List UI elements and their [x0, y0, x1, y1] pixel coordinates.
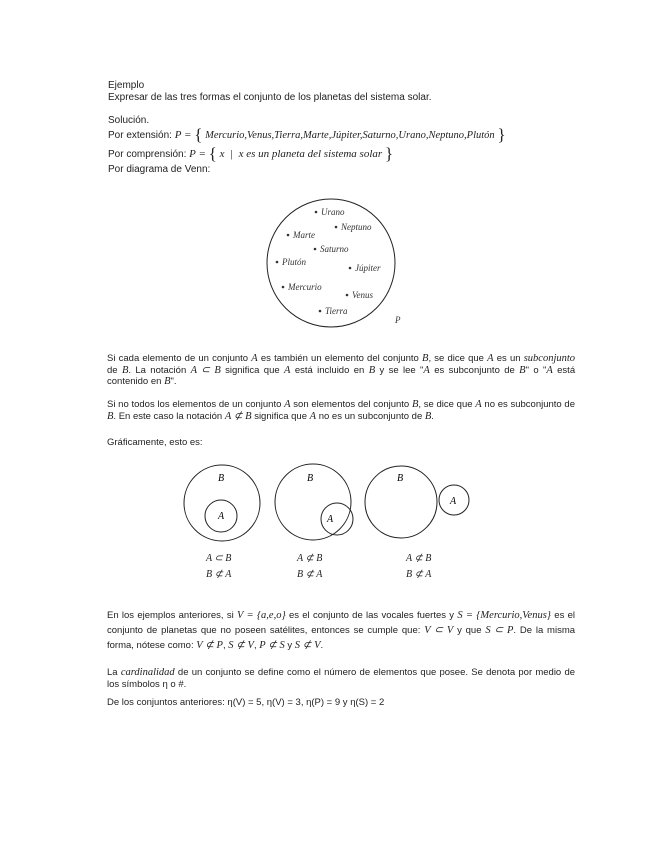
planet-neptuno: Neptuno	[341, 222, 372, 232]
planet-marte: Marte	[293, 230, 315, 240]
comprehension-set-name: P	[189, 148, 196, 160]
diagram-disjoint	[365, 466, 469, 538]
subset-diagrams	[178, 460, 488, 550]
svg-text:B: B	[397, 473, 404, 484]
diagram3-rel2: B ⊄ A	[406, 569, 432, 580]
planet-tierra: Tierra	[325, 306, 348, 316]
comprehension-var: x	[219, 148, 225, 160]
diagram1-rel1: A ⊂ B	[206, 553, 232, 564]
examples-paragraph: En los ejemplos anteriores, si V = {a,e,o} es el conjunto de las vocales fuertes y S = {Mercurio,Venus} es el conjunto de planetas que no poseen satélites, entonces se cumple que: V ⊂ V y que S ⊂ P. De la misma forma, nótese como: V ⊄ P, S ⊄ V, P ⊄ S y S ⊄ V.	[107, 610, 576, 651]
cardinality-term: cardinalidad	[120, 667, 175, 678]
svg-text:A: A	[450, 496, 457, 507]
not-subset-paragraph: Si no todos los elementos de un conjunto A son elementos del conjunto B, se dice que A no es subconjunto de B. En este caso la notación A ⊄ B significa que A no es un subconjunto de B.	[107, 399, 575, 422]
diagram1-rel2: B ⊄ A	[206, 569, 232, 580]
extension-members: Mercurio,Venus,Tierra,Marte,Júpiter,Saturno,Urano,Neptuno,Plutón	[205, 130, 495, 141]
planet-venus: Venus	[352, 290, 373, 300]
diagram2-rel2: B ⊄ A	[297, 569, 323, 580]
svg-text:A: A	[218, 511, 225, 522]
graphic-intro: Gráficamente, esto es:	[107, 437, 203, 448]
example-prompt: Expresar de las tres formas el conjunto de los planetas del sistema solar.	[108, 92, 432, 103]
diagram3-rel1: A ⊄ B	[406, 553, 432, 564]
planet-jupiter: Júpiter	[355, 263, 381, 273]
extension-line: Por extensión: P = { Mercurio,Venus,Tierra,Marte,Júpiter,Saturno,Urano,Neptuno,Plutón }	[108, 125, 506, 144]
cardinality-examples: De los conjuntos anteriores: η(V) = 5, η(V) = 3, η(P) = 9 y η(S) = 2	[107, 697, 385, 708]
diagram-overlap	[275, 464, 353, 540]
comprehension-line: Por comprensión: P = { x | x es un planeta del sistema solar }	[108, 144, 394, 163]
comprehension-label: Por comprensión:	[108, 149, 187, 160]
svg-text:B: B	[218, 473, 225, 484]
comprehension-condition: x es un planeta del sistema solar	[238, 148, 383, 160]
cardinality-paragraph: La cardinalidad de un conjunto se define como el número de elementos que posee. Se denota por medio de los símbolos η o #.	[107, 667, 576, 690]
example-title: Ejemplo	[108, 80, 145, 91]
subset-definition-paragraph: Si cada elemento de un conjunto A es también un elemento del conjunto B, se dice que A es un subconjunto de B. La notación A ⊂ B significa que A está incluido en B y se lee "A es subconjunto de B" o "A está contenido en B".	[107, 353, 576, 387]
planet-mercurio: Mercurio	[288, 282, 322, 292]
venn-label: Por diagrama de Venn:	[108, 164, 211, 175]
solution-label: Solución.	[108, 115, 150, 126]
planet-urano: Urano	[321, 207, 345, 217]
diagram-subset	[184, 465, 260, 541]
planets-venn-diagram	[262, 196, 417, 336]
venn-set-label: P	[395, 315, 401, 325]
svg-text:A: A	[327, 514, 334, 525]
subset-term: subconjunto	[523, 353, 576, 364]
planet-saturno: Saturno	[320, 244, 349, 254]
extension-set-name: P	[174, 129, 182, 141]
extension-label: Por extensión:	[108, 130, 172, 141]
svg-text:B: B	[307, 473, 314, 484]
diagram2-rel1: A ⊄ B	[297, 553, 323, 564]
planet-pluton: Plutón	[282, 257, 306, 267]
